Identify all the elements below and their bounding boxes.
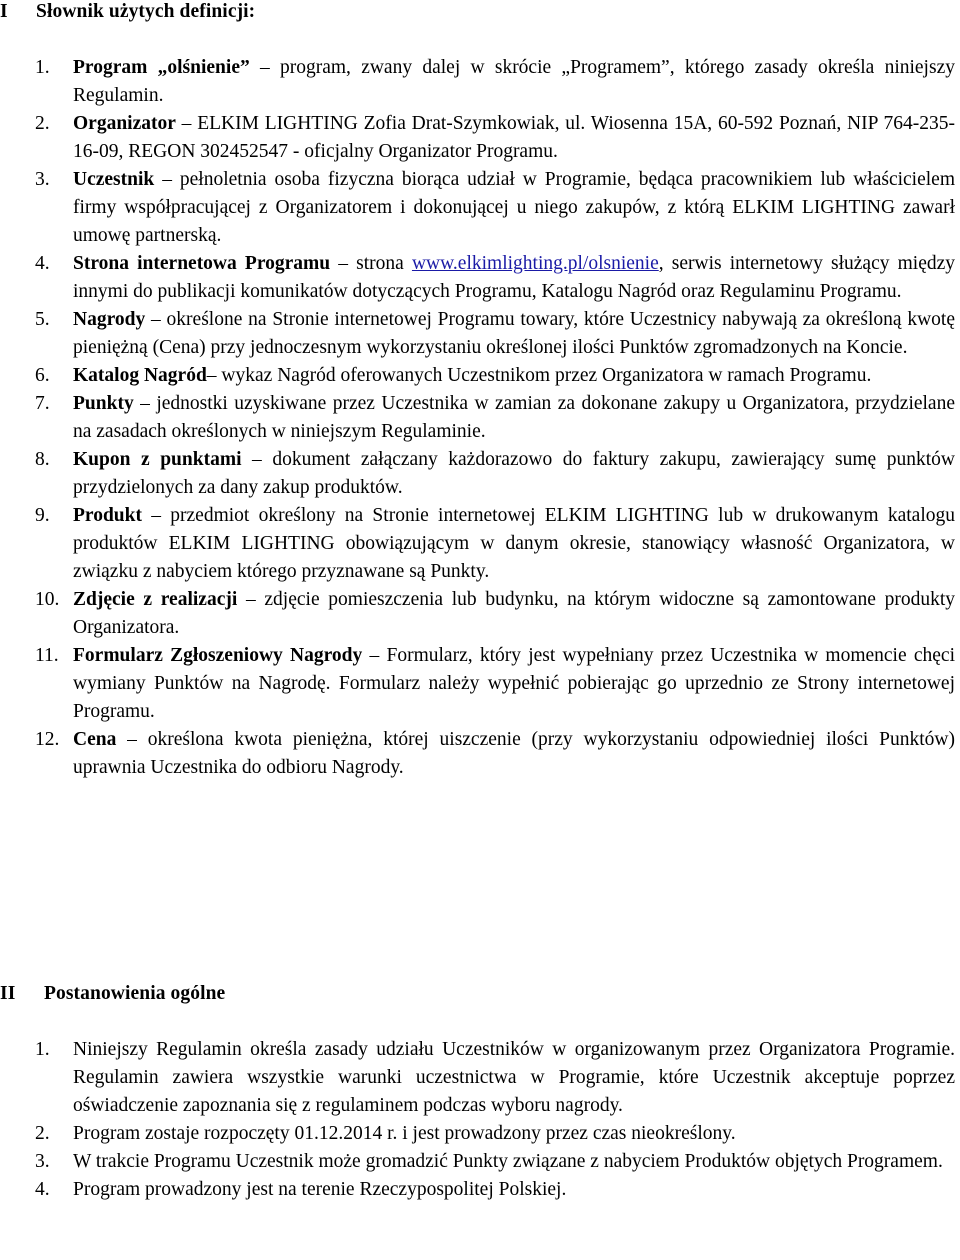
definition-text: – pełnoletnia osoba fizyczna biorąca udział w Programie, będąca pracownikiem lub właścicielem firmy współpracującej z Organizatorem i dokonującej u niego zakupów, z którą ELKIM LIGHTING zawarł umowę partnerską.: [73, 169, 955, 246]
definition-text: – ELKIM LIGHTING Zofia Drat-Szymkowiak, ul. Wiosenna 15A, 60-592 Poznań, NIP 764-235-16-09, REGON 302452547 - oficjalny Organizator Programu.: [73, 113, 955, 162]
definition-text: – zdjęcie pomieszczenia lub budynku, na którym widoczne są zamontowane produkty Organizatora.: [73, 589, 955, 638]
list-item: 3. Uczestnik – pełnoletnia osoba fizyczna biorąca udział w Programie, będąca pracownikiem lub właścicielem firmy współpracującej z Organizatorem i dokonującej u niego zakupów, z którą ELKIM LIGHTING zawarł umowę partnerską.: [35, 169, 955, 246]
list-item: 6. Katalog Nagród– wykaz Nagród oferowanych Uczestnikom przez Organizatora w ramach Programu.: [35, 365, 872, 386]
list-item: 12. Cena – określona kwota pieniężna, której uiszczenie (przy wykorzystaniu odpowiedniej ilości Punktów) uprawnia Uczestnika do odbioru Nagrody.: [35, 729, 955, 778]
definition-term: Uczestnik: [73, 169, 155, 190]
list-item: 4. Strona internetowa Programu – strona www.elkimlighting.pl/olsnienie, serwis internetowy służący między innymi do publikacji komunikatów dotyczących Programu, Katalogu Nagród oraz Regulaminu Programu.: [35, 253, 956, 302]
section-heading: [0, 980, 225, 1008]
list-item: 10. Zdjęcie z realizacji – zdjęcie pomieszczenia lub budynku, na którym widoczne są zamontowane produkty Organizatora.: [35, 589, 955, 638]
program-website-link[interactable]: www.elkimlighting.pl/olsnienie: [411, 253, 659, 274]
section-heading: [0, 0, 255, 26]
definition-text: , serwis internetowy służący między innymi do publikacji komunikatów dotyczących Programu, Katalogu Nagród oraz Regulaminu Programu.: [73, 253, 956, 302]
section-title: Słownik użytych definicji:: [36, 1, 256, 22]
definition-text: – jednostki uzyskiwane przez Uczestnika w zamian za dokonane zakupy u Organizatora, przydzielane na zasadach określonych w niniejszym Regulaminie.: [73, 393, 955, 442]
definition-text: – Formularz, który jest wypełniany przez Uczestnika w momencie chęci wymiany Punktów na Nagrodę. Formularz należy wypełnić pobierając go uprzednio ze Strony internetowej Programu.: [73, 645, 956, 722]
definition-text: – przedmiot określony na Stronie internetowej ELKIM LIGHTING lub w drukowanym katalogu produktów ELKIM LIGHTING obowiązującym w danym okresie, stanowiący własność Organizatora, w związku z nabyciem którego przyznawane są Punkty.: [73, 505, 955, 582]
definition-text-before: – strona: [330, 253, 412, 274]
definition-term: Organizator: [73, 113, 176, 134]
definition-text: – określone na Stronie internetowej Programu towary, które Uczestnicy nabywają za określoną kwotę pieniężną (Cena) przy jednoczesnym wykorzystaniu określonej ilości Punktów zgromadzonych na Koncie.: [73, 309, 955, 358]
definition-term: Kupon z punktami: [73, 449, 242, 470]
provision-text: Program zostaje rozpoczęty 01.12.2014 r. i jest prowadzony przez czas nieokreślony.: [73, 1123, 736, 1144]
definition-term: Produkt: [73, 505, 142, 526]
provision-text: Niniejszy Regulamin określa zasady udziału Uczestników w organizowanym przez Organizatora Programie. Regulamin zawiera wszystkie warunki uczestnictwa w Programie, które Uczestnik akceptuje poprzez oświadczenie zapoznania się z regulaminem podczas wyboru nagrody.: [73, 1039, 955, 1116]
list-item: 5. Nagrody – określone na Stronie internetowej Programu towary, które Uczestnicy nabywają za określoną kwotę pieniężną (Cena) przy jednoczesnym wykorzystaniu określonej ilości Punktów zgromadzonych na Koncie.: [35, 309, 955, 358]
definition-text: – program, zwany dalej w skrócie „Programem”, którego zasady określa niniejszy Regulamin.: [73, 57, 955, 106]
section-number: I: [0, 1, 8, 22]
list-item: 11. Formularz Zgłoszeniowy Nagrody – Formularz, który jest wypełniany przez Uczestnika w momencie chęci wymiany Punktów na Nagrodę. Formularz należy wypełnić pobierając go uprzednio ze Strony internetowej Programu.: [35, 645, 956, 722]
definition-term: Strona internetowa Programu: [73, 253, 331, 274]
list-item: 1. Program „olśnienie” – program, zwany dalej w skrócie „Programem”, którego zasady określa niniejszy Regulamin.: [35, 57, 955, 106]
list-item: 4. Program prowadzony jest na terenie Rzeczypospolitej Polskiej.: [35, 1179, 567, 1200]
definition-term: Punkty: [73, 393, 134, 414]
definition-text: – dokument załączany każdorazowo do faktury zakupu, zawierający sumę punktów przydzielonych za dany zakup produktów.: [73, 449, 955, 498]
section-number: II: [0, 983, 16, 1004]
definition-term: Katalog Nagród: [73, 365, 207, 386]
provision-text: W trakcie Programu Uczestnik może gromadzić Punkty związane z nabyciem Produktów objętych Programem.: [73, 1151, 943, 1172]
definition-term: Formularz Zgłoszeniowy Nagrody: [73, 645, 363, 666]
list-item: 2. Program zostaje rozpoczęty 01.12.2014 r. i jest prowadzony przez czas nieokreślony.: [35, 1123, 736, 1144]
list-item: 8. Kupon z punktami – dokument załączany każdorazowo do faktury zakupu, zawierający sumę punktów przydzielonych za dany zakup produktów.: [35, 449, 955, 498]
definition-text: – wykaz Nagród oferowanych Uczestnikom przez Organizatora w ramach Programu.: [206, 365, 872, 386]
list-item: 9. Produkt – przedmiot określony na Stronie internetowej ELKIM LIGHTING lub w drukowanym katalogu produktów ELKIM LIGHTING obowiązującym w danym okresie, stanowiący własność Organizatora, w związku z nabyciem którego przyznawane są Punkty.: [35, 505, 955, 582]
section-title: Postanowienia ogólne: [44, 983, 226, 1004]
list-item: 3. W trakcie Programu Uczestnik może gromadzić Punkty związane z nabyciem Produktów objętych Programem.: [35, 1151, 943, 1172]
list-item: 7. Punkty – jednostki uzyskiwane przez Uczestnika w zamian za dokonane zakupy u Organizatora, przydzielane na zasadach określonych w niniejszym Regulaminie.: [35, 393, 955, 442]
definitions-list: [0, 54, 955, 782]
list-item: 1. Niniejszy Regulamin określa zasady udziału Uczestników w organizowanym przez Organizatora Programie. Regulamin zawiera wszystkie warunki uczestnictwa w Programie, które Uczestnik akceptuje poprzez oświadczenie zapoznania się z regulaminem podczas wyboru nagrody.: [35, 1039, 955, 1116]
definition-term: Program „olśnienie”: [73, 57, 250, 78]
general-provisions-list: [0, 1036, 955, 1204]
definition-term: Cena: [73, 729, 117, 750]
definition-term: Nagrody: [73, 309, 146, 330]
definition-term: Zdjęcie z realizacji: [73, 589, 238, 610]
list-item: 2. Organizator – ELKIM LIGHTING Zofia Drat-Szymkowiak, ul. Wiosenna 15A, 60-592 Poznań, NIP 764-235-16-09, REGON 302452547 - oficjalny Organizator Programu.: [35, 113, 955, 162]
provision-text: Program prowadzony jest na terenie Rzeczypospolitej Polskiej.: [73, 1179, 567, 1200]
definition-text: – określona kwota pieniężna, której uiszczenie (przy wykorzystaniu odpowiedniej ilości Punktów) uprawnia Uczestnika do odbioru Nagrody.: [73, 729, 955, 778]
